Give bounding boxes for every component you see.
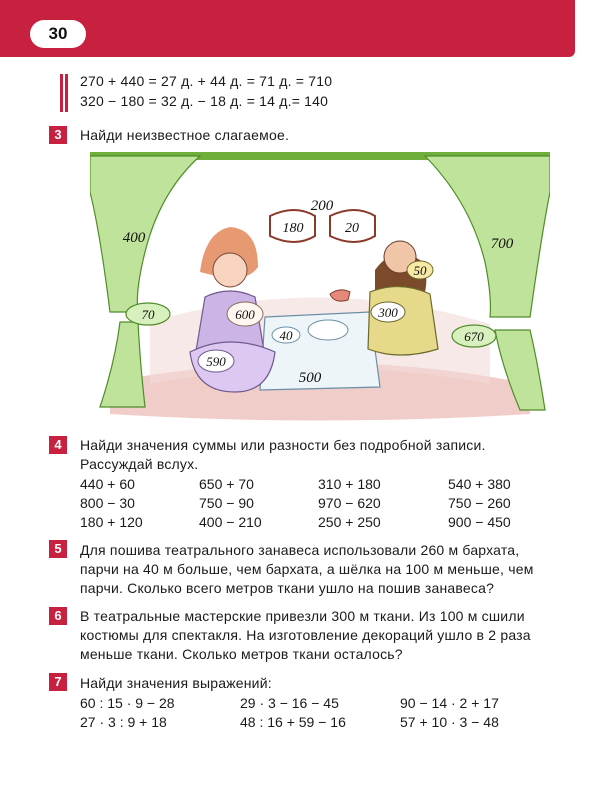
man-shoulder-number: 50: [413, 263, 427, 278]
task4-cell: 250 + 250: [318, 514, 381, 530]
task4-cell: 970 − 620: [318, 495, 381, 511]
page-number: 30: [30, 20, 86, 48]
task6-line-2: костюмы для спектакля. На изготовление декораций ушло в 2 раза: [80, 627, 531, 643]
curtain-left-tie-number: 70: [141, 307, 155, 322]
task4-cell: 180 + 120: [80, 514, 143, 530]
task4-text-line1: Найди значения суммы или разности без подробной записи.: [80, 437, 486, 453]
task4-cell: 900 − 450: [448, 514, 511, 530]
task7-cell: 29 · 3 − 16 − 45: [240, 695, 339, 711]
task3-text: Найди неизвестное слагаемое.: [80, 127, 290, 143]
task4-cell: 750 − 90: [199, 495, 254, 511]
curtain-right-number: 700: [490, 236, 514, 252]
tablecloth-number: 500: [298, 370, 322, 386]
example-bar-left: [60, 74, 63, 112]
task4-cell: 310 + 180: [318, 476, 381, 492]
task4-cell: 650 + 70: [199, 476, 254, 492]
man-body-number: 300: [378, 305, 398, 320]
task7-cell: 48 : 16 + 59 − 16: [240, 714, 346, 730]
task5-line-1: Для пошива театрального занавеса использовали 260 м бархата,: [80, 542, 520, 558]
example-line-2: 320 − 180 = 32 д. − 18 д. = 14 д.= 140: [80, 93, 329, 109]
example-line-1: 270 + 440 = 27 д. + 44 д. = 71 д. = 710: [80, 73, 333, 89]
fan-number: 600: [235, 307, 255, 322]
curtain-left-number: 400: [122, 230, 146, 246]
task4-cell: 440 + 60: [80, 476, 135, 492]
task7-cell: 60 : 15 · 9 − 28: [80, 695, 175, 711]
theatre-illustration: [90, 152, 550, 427]
task7-cell: 27 · 3 : 9 + 18: [80, 714, 167, 730]
task4-cell: 800 − 30: [80, 495, 135, 511]
task-number-5: 5: [49, 540, 67, 558]
task-number-7: 7: [49, 673, 67, 691]
task5-line-3: парчи. Сколько всего метров ткани ушло на пошив занавеса?: [80, 580, 495, 596]
task6-line-1: В театральные мастерские привезли 300 м ткани. Из 100 м сшили: [80, 608, 525, 624]
task7-cell: 90 − 14 · 2 + 17: [400, 695, 499, 711]
task-number-6: 6: [49, 607, 67, 625]
task7-text: Найди значения выражений:: [80, 675, 272, 691]
curtain-right-tie-number: 670: [464, 329, 484, 344]
skirt-number: 590: [206, 354, 226, 369]
task-number-3: 3: [49, 126, 67, 144]
page-header-band: [0, 0, 575, 57]
task-number-4: 4: [49, 436, 67, 454]
top-center-number: 200: [310, 198, 334, 214]
task4-text-line2: Рассуждай вслух.: [80, 456, 199, 472]
task4-cell: 750 − 260: [448, 495, 511, 511]
task7-cell: 57 + 10 · 3 − 48: [400, 714, 499, 730]
plate-number: 40: [279, 328, 293, 343]
task4-cell: 400 − 210: [199, 514, 262, 530]
example-bar-right: [65, 74, 68, 112]
task6-line-3: меньше ткани. Сколько метров ткани осталось?: [80, 646, 403, 662]
task4-cell: 540 + 380: [448, 476, 511, 492]
task5-line-2: парчи на 40 м больше, чем бархата, а шёлка на 100 м меньше, чем: [80, 561, 534, 577]
frame-right-number: 20: [345, 221, 359, 236]
frame-left-number: 180: [282, 221, 304, 236]
